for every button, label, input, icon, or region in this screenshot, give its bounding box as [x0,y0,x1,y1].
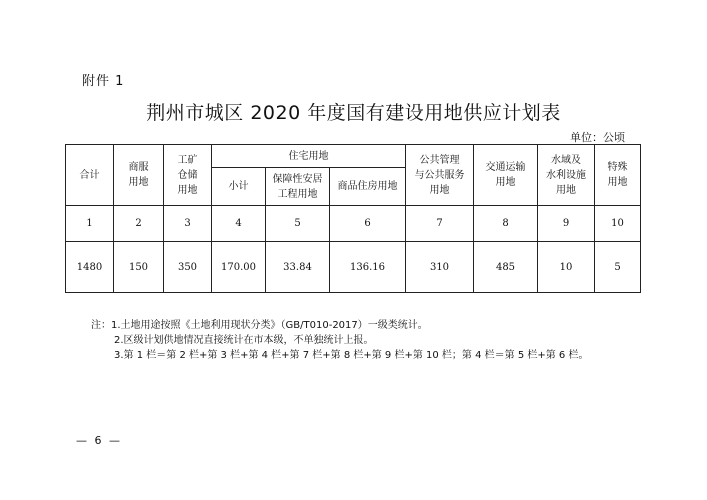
column-number-row [66,206,641,242]
unit-label: 单位：公顷 [570,131,625,144]
header-residential-group: 住宅用地 [212,145,406,168]
value-commodity: 136.16 [330,242,406,293]
column-number: 6 [330,206,406,242]
note-line: 3.第 1 栏＝第 2 栏+第 3 栏+第 4 栏+第 7 栏+第 8 栏+第 9 栏+第 10 栏；第 4 栏＝第 5 栏+第 6 栏。 [114,350,589,361]
header-transport: 交通运输 用地 [474,145,538,206]
header-special: 特殊 用地 [595,145,641,206]
header-water: 水域及 水利设施 用地 [538,145,595,206]
note-line: 注：1.土地用途按照《土地利用现状分类》（GB/T010-2017）一级类统计。 [91,320,428,331]
value-row [66,242,641,293]
value-subtotal: 170.00 [212,242,266,293]
value-special: 5 [595,242,641,293]
value-commercial: 150 [114,242,164,293]
attachment-label: 附件 1 [82,74,125,89]
column-number: 3 [164,206,212,242]
header-public: 公共管理 与公共服务 用地 [406,145,474,206]
page-number: — 6 — [76,434,122,447]
header-subtotal: 小计 [212,168,266,206]
column-number: 9 [538,206,595,242]
notes [91,318,588,363]
column-number: 10 [595,206,641,242]
header-total: 合计 [66,145,114,206]
header-commercial: 商服 用地 [114,145,164,206]
value-public: 310 [406,242,474,293]
column-number: 4 [212,206,266,242]
value-transport: 485 [474,242,538,293]
header-commodity: 商品住房用地 [330,168,406,206]
value-total: 1480 [66,242,114,293]
value-affordable: 33.84 [266,242,330,293]
value-industrial: 350 [164,242,212,293]
column-number: 1 [66,206,114,242]
document-title: 荆州市城区 2020 年度国有建设用地供应计划表 [146,102,561,124]
column-number: 7 [406,206,474,242]
land-supply-table [65,144,641,293]
column-number: 8 [474,206,538,242]
column-number: 5 [266,206,330,242]
value-water: 10 [538,242,595,293]
column-number: 2 [114,206,164,242]
header-industrial: 工矿 仓储 用地 [164,145,212,206]
note-line: 2.区级计划供地情况直接统计在市本级，不单独统计上报。 [114,335,374,346]
header-affordable: 保障性安居 工程用地 [266,168,330,206]
